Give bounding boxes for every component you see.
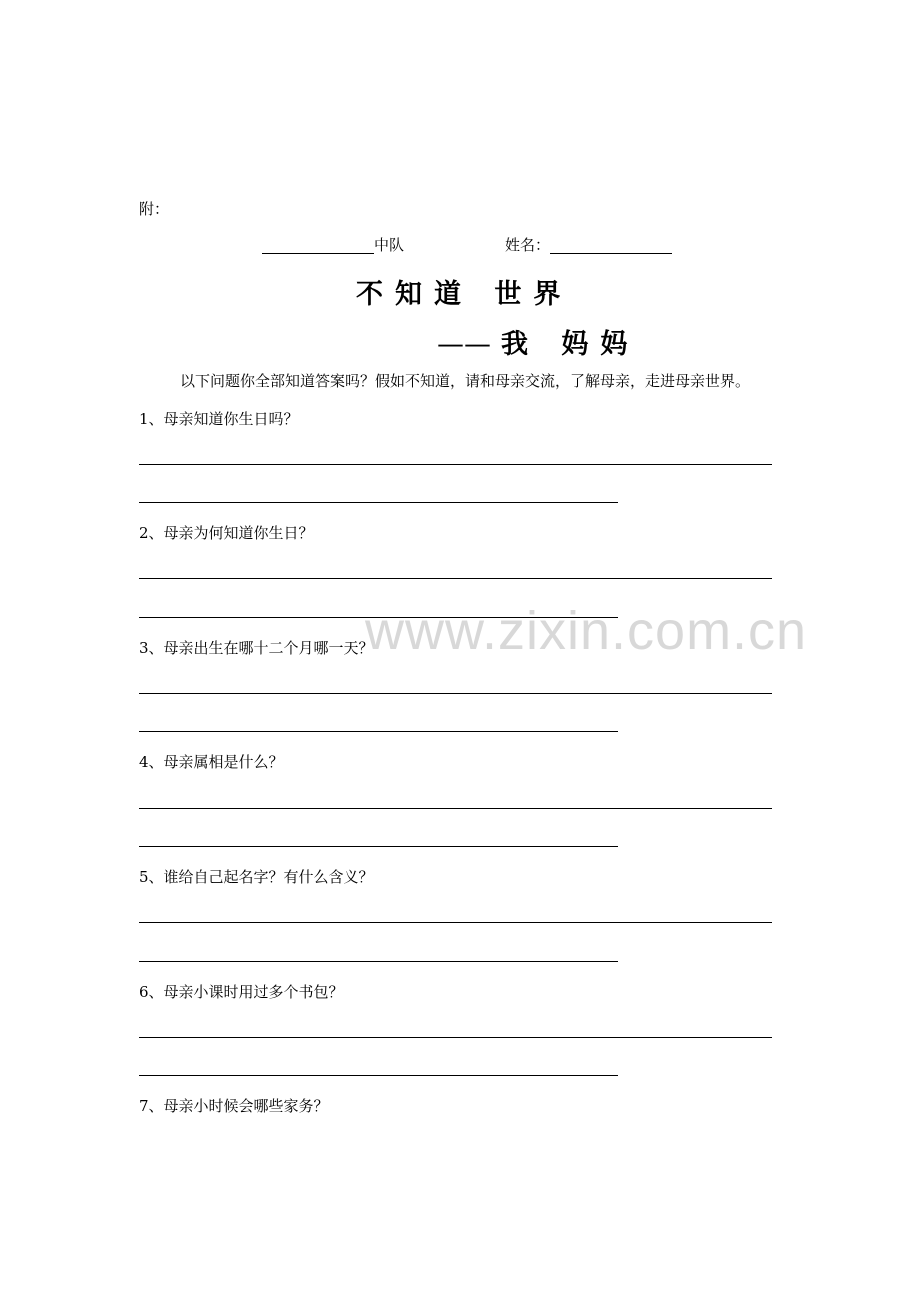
answer-line-5b[interactable]: [139, 961, 618, 962]
question-5: 5、谁给自己起名字？有什么含义？: [139, 868, 374, 886]
name-label: 姓名：: [505, 236, 551, 254]
name-field: [505, 236, 672, 254]
title-dash: ——: [437, 329, 491, 360]
question-7: 7、母亲小时候会哪些家务？: [139, 1097, 329, 1115]
answer-line-2a[interactable]: [139, 578, 772, 579]
question-4: 4、母亲属相是什么？: [139, 753, 284, 771]
squad-blank[interactable]: [262, 237, 374, 254]
title-line2: [437, 322, 639, 361]
answer-line-4b[interactable]: [139, 846, 618, 847]
answer-line-6a[interactable]: [139, 1037, 772, 1038]
answer-line-1a[interactable]: [139, 464, 772, 465]
name-blank[interactable]: [550, 237, 672, 254]
question-2: 2、母亲为何知道你生日？: [139, 524, 314, 542]
answer-line-5a[interactable]: [139, 922, 772, 923]
answer-line-2b[interactable]: [139, 617, 618, 618]
answer-line-4a[interactable]: [139, 808, 772, 809]
answer-line-6b[interactable]: [139, 1075, 618, 1076]
answer-line-3b[interactable]: [139, 731, 618, 732]
attachment-label: 附：: [139, 200, 170, 218]
squad-suffix: 中队: [374, 236, 405, 254]
squad-field: [262, 236, 404, 254]
question-1: 1、母亲知道你生日吗？: [139, 410, 299, 428]
watermark: www.zixin.com.cn: [365, 601, 808, 661]
title-line1: 不知道 世界: [356, 279, 573, 310]
question-3: 3、母亲出生在哪十二个月哪一天？: [139, 639, 374, 657]
answer-line-3a[interactable]: [139, 693, 772, 694]
intro-text: 以下问题你全部知道答案吗？假如不知道，请和母亲交流，了解母亲，走进母亲世界。: [180, 372, 751, 390]
question-6: 6、母亲小课时用过多个书包？: [139, 983, 344, 1001]
title-subtitle: 我 妈妈: [501, 329, 640, 360]
answer-line-1b[interactable]: [139, 502, 618, 503]
